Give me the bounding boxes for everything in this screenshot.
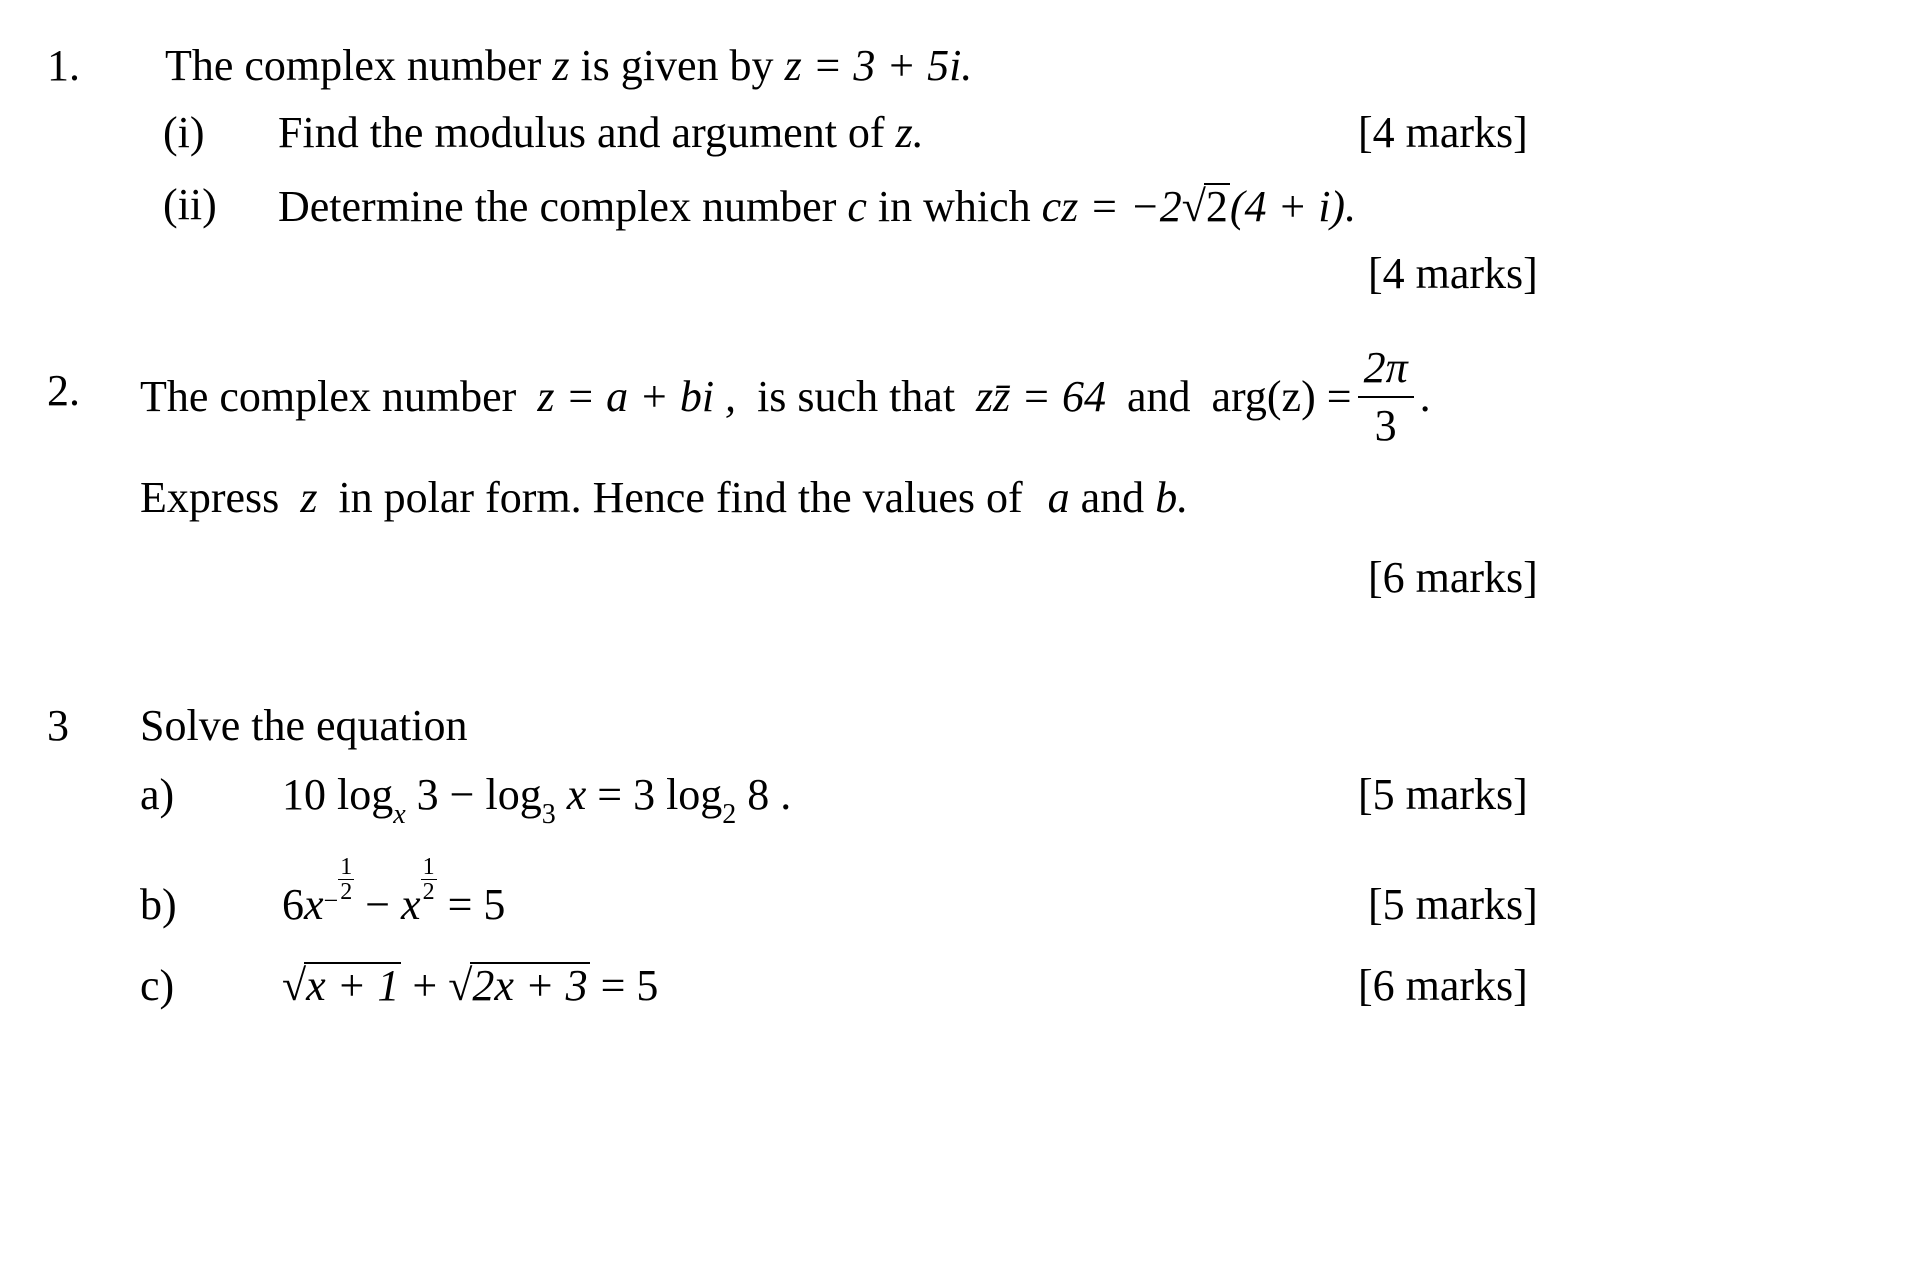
- q3-b-sup1: [323, 854, 355, 915]
- q1-part-ii-marks: [4 marks]: [1368, 249, 1538, 298]
- q2-fraction: [1358, 343, 1414, 450]
- q3-part-b-marks: [5 marks]: [1368, 880, 1538, 929]
- q3-part-c-marks: [6 marks]: [1358, 961, 1528, 1010]
- q3-a-s1: x: [393, 799, 406, 830]
- q3-b-t2: − x: [354, 880, 421, 929]
- q2-number: 2.: [47, 366, 80, 415]
- q1-part-ii-sqrt: √2: [1181, 182, 1228, 231]
- q3-b-sup1-n: 1: [340, 854, 353, 880]
- q1-part-i-body: Find the modulus and argument of: [278, 108, 885, 157]
- q1-part-i-var: z.: [895, 108, 924, 157]
- q2-text1: The complex number: [140, 372, 517, 421]
- q1-stem: [165, 41, 973, 90]
- q1-stem-text: The complex number: [165, 41, 542, 90]
- q3-a-s2: 3: [541, 799, 556, 830]
- q2-text3: and: [1126, 372, 1191, 421]
- q3-part-b-label: b): [140, 880, 177, 929]
- q3-b-sup1-sign: −: [323, 886, 339, 915]
- q2-text2: is such that: [757, 372, 956, 421]
- q2-eq1: z = a + bi ,: [537, 372, 737, 421]
- q3-part-a-marks: [5 marks]: [1358, 770, 1528, 819]
- q2-line2-c: and: [1080, 473, 1145, 522]
- q3-c-r1: x + 1: [306, 961, 400, 1010]
- q2-eq2: zz̄ = 64: [976, 372, 1106, 421]
- q1-part-ii-mid: in which: [877, 182, 1031, 231]
- q3-c-plus: +: [401, 961, 449, 1010]
- q3-c-t3: = 5: [589, 961, 659, 1010]
- q3-part-c-label: c): [140, 961, 175, 1010]
- q3-number: 3: [47, 701, 69, 750]
- q2-line2-var2: a: [1047, 473, 1070, 522]
- q2-line2-var: z: [300, 473, 318, 522]
- q3-b-sup2: [421, 855, 437, 904]
- q1-part-ii-sqrt-arg: 2: [1205, 182, 1228, 231]
- q2-line1: [140, 343, 1431, 450]
- q1-part-ii-body: Determine the complex number: [278, 182, 837, 231]
- q2-line2-var3: b.: [1155, 473, 1189, 522]
- q3-a-t5: 8 .: [736, 770, 792, 819]
- q1-part-ii-eq-post: (4 + i).: [1229, 182, 1357, 231]
- q2-marks: [6 marks]: [1368, 553, 1538, 602]
- q1-part-i-marks: [4 marks]: [1358, 108, 1528, 157]
- q1-stem-mid: is given by: [580, 41, 774, 90]
- q3-b-sup2-d: 2: [422, 879, 435, 905]
- q3-a-t3: x: [555, 770, 587, 819]
- q3-c-r2: 2x + 3: [472, 961, 588, 1010]
- q3-b-sup1-d: 2: [340, 879, 353, 905]
- q1-part-i-label: (i): [163, 108, 205, 157]
- q2-line2-a: Express: [140, 473, 280, 522]
- q1-number: 1.: [47, 41, 80, 90]
- q1-stem-var: z: [552, 41, 570, 90]
- q3-part-a-eq: [282, 770, 792, 830]
- q1-part-i-text: [278, 108, 924, 157]
- q3-part-c-eq: [282, 962, 658, 1008]
- q1-stem-eq: z = 3 + 5i.: [784, 41, 973, 90]
- q1-part-ii-text: [278, 183, 1356, 229]
- q1-part-ii-var: c: [847, 182, 867, 231]
- q3-a-s3: 2: [722, 799, 737, 830]
- q2-line2-b: in polar form. Hence find the values of: [338, 473, 1023, 522]
- q3-c-sqrt2: √2x + 3: [448, 961, 588, 1010]
- q2-frac-num: 2π: [1358, 346, 1414, 398]
- q3-a-t2: 3 − log: [405, 770, 542, 819]
- q3-b-t3: = 5: [436, 880, 506, 929]
- q3-b-t1: 6x: [282, 880, 324, 929]
- q3-stem: Solve the equation: [140, 701, 468, 750]
- q2-period: .: [1419, 372, 1431, 421]
- q3-b-sup2-n: 1: [422, 854, 435, 880]
- q2-eq3: arg(z) =: [1211, 372, 1352, 421]
- q3-c-sqrt1: √x + 1: [282, 961, 400, 1010]
- q3-a-t4: = 3 log: [586, 770, 723, 819]
- q3-part-b-eq: [282, 854, 506, 932]
- q3-a-t1: 10 log: [282, 770, 394, 819]
- q1-part-ii-label: (ii): [163, 180, 217, 229]
- q1-part-ii-eq-pre: cz = −2: [1041, 182, 1182, 231]
- q3-part-a-label: a): [140, 770, 175, 819]
- q2-frac-den: 3: [1374, 401, 1397, 450]
- q2-line2: [140, 473, 1189, 522]
